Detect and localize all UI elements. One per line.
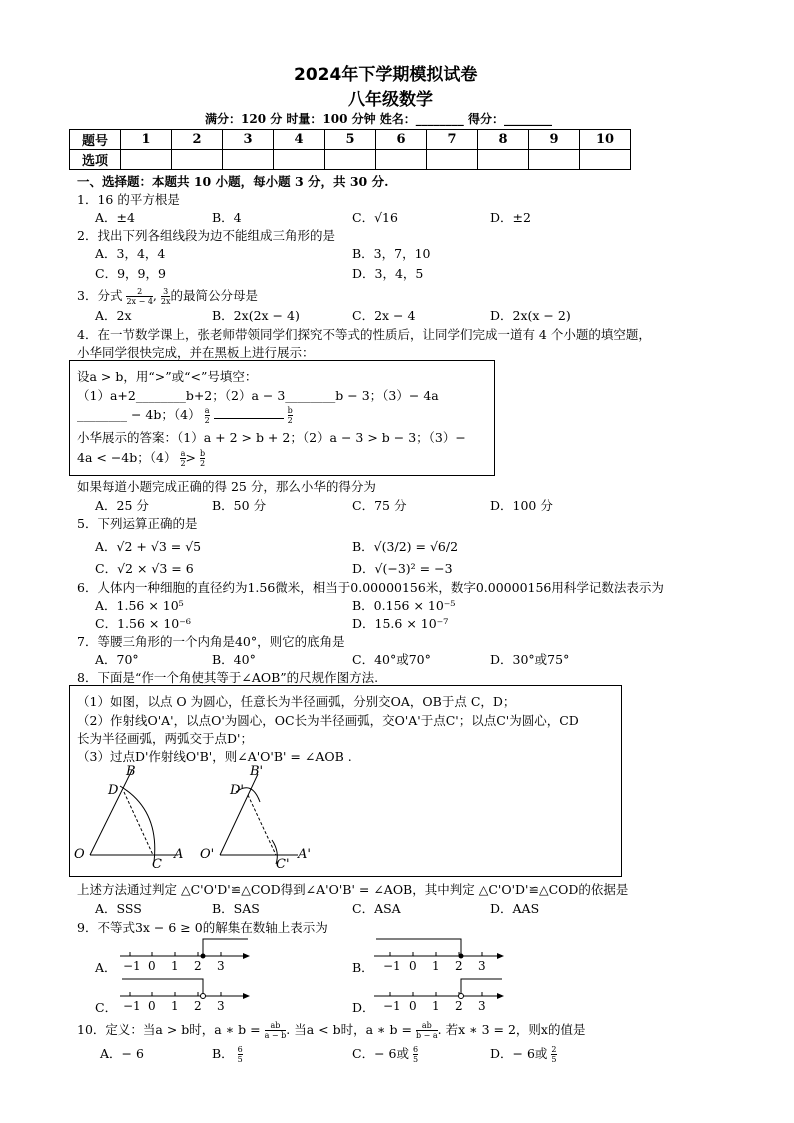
answer-cell[interactable] <box>580 150 631 170</box>
q3-frac1-num: 2 <box>126 287 152 297</box>
tick-label: 3 <box>217 999 225 1013</box>
q4-ans-frac-b-den: 2 <box>200 459 206 468</box>
q10-b-num: 6 <box>237 1045 243 1054</box>
q1-option-c: C．√16 <box>352 210 398 225</box>
table-cell: 10 <box>580 130 631 150</box>
q10-option-b <box>212 1044 243 1064</box>
q7-stem: 7．等腰三角形的一个内角是40°，则它的底角是 <box>77 634 345 649</box>
answer-cell[interactable] <box>529 150 580 170</box>
q8-line1: （1）如图，以点 O 为圆心，任意长为半径画弧，分别交OA，OB于点 C，D； <box>77 694 516 709</box>
label-c-prime: C' <box>276 857 290 870</box>
q4-frac-a-num: a <box>204 406 210 415</box>
q4-stem-line2: 小华同学很快完成，并在黑板上进行展示： <box>77 345 315 360</box>
answer-table <box>69 129 631 170</box>
label-c: C <box>152 857 162 870</box>
label-o-prime: O' <box>200 847 215 862</box>
q9-option-c: C． <box>95 1000 118 1015</box>
table-cell: 2 <box>172 130 223 150</box>
tick-label: −1 <box>383 999 401 1013</box>
label-d-prime: D' <box>230 783 244 798</box>
q9-option-d: D． <box>352 1000 375 1015</box>
q10-frac1-num: ab <box>265 1021 287 1031</box>
q10-option-d <box>490 1044 557 1064</box>
q5-stem: 5．下列运算正确的是 <box>77 516 198 531</box>
table-cell: 1 <box>121 130 172 150</box>
q6-stem: 6．人体内一种细胞的直径约为1.56微米，相当于0.00000156米，数字0.00000156用科学记数法表示为 <box>77 580 664 595</box>
q10-option-c <box>352 1044 418 1064</box>
q4-box-line1: 设a > b，用“>”或“<”号填空： <box>77 369 258 384</box>
label-d: D <box>108 783 119 798</box>
table-header-number: 题号 <box>70 130 121 150</box>
q2-option-a: A．3，4，4 <box>95 246 166 261</box>
exam-subject: 八年级数学 <box>348 90 433 110</box>
q9-stem: 9．不等式3x − 6 ≥ 0的解集在数轴上表示为 <box>77 920 328 935</box>
q10-option-b-label: B． <box>212 1046 234 1061</box>
table-cell: 5 <box>325 130 376 150</box>
q8-option-c: C．ASA <box>352 901 401 916</box>
answer-cell[interactable] <box>325 150 376 170</box>
tick-label: 3 <box>217 959 225 973</box>
table-cell: 3 <box>223 130 274 150</box>
segment-c1d1 <box>248 795 276 855</box>
table-cell: 4 <box>274 130 325 150</box>
q10-option-d-label: D．− 6或 <box>490 1046 548 1061</box>
tick-label: −1 <box>123 999 141 1013</box>
q9-option-a: A． <box>95 960 117 975</box>
q8-option-d: D．AAS <box>490 901 540 916</box>
q4-option-a: A．25 分 <box>95 498 149 513</box>
q10-stem-mid: . 当a < b时，a ∗ b = <box>286 1022 412 1037</box>
q1-stem: 1．16 的平方根是 <box>77 192 180 207</box>
q8-option-a: A．SSS <box>95 901 142 916</box>
answer-cell[interactable] <box>223 150 274 170</box>
q2-option-b: B．3，7，10 <box>352 246 431 261</box>
tick-label: 0 <box>409 959 417 973</box>
arc-cd <box>120 786 155 862</box>
q10-frac2-num: ab <box>416 1021 438 1031</box>
q5-option-b: B．√(3/2) = √6/2 <box>352 539 459 554</box>
q3-frac2-den: 2x <box>160 297 171 306</box>
tick-label: 2 <box>455 999 463 1013</box>
q4-box-line3 <box>77 405 293 425</box>
q7-option-b: B．40° <box>212 652 256 667</box>
q2-option-d: D．3，4，5 <box>352 266 424 281</box>
exam-title: 2024年下学期模拟试卷 <box>294 65 478 85</box>
label-b: B <box>126 764 136 779</box>
q3-frac1-den: 2x − 4 <box>126 297 153 306</box>
q8-line3: 长为半径画弧，两弧交于点D'； <box>77 731 253 746</box>
q4-box-line2: （1）a+2________b+2；（2）a − 3________b − 3；（3）− 4a <box>77 388 439 403</box>
q8-stem: 8．下面是“作一个角使其等于∠AOB”的尺规作图方法. <box>77 670 379 685</box>
table-cell: 7 <box>427 130 478 150</box>
q10-d-num: 2 <box>551 1045 557 1054</box>
q9-numberline-a <box>118 936 253 976</box>
tick-label: 0 <box>409 999 417 1013</box>
q9-numberline-c <box>118 976 253 1016</box>
q2-option-c: C．9，9，9 <box>95 266 166 281</box>
table-cell: 8 <box>478 130 529 150</box>
q4-option-d: D．100 分 <box>490 498 553 513</box>
q9-option-b: B． <box>352 960 374 975</box>
q4-option-b: B．50 分 <box>212 498 267 513</box>
answer-cell[interactable] <box>427 150 478 170</box>
q6-option-a: A．1.56 × 10⁵ <box>95 598 184 613</box>
q2-stem: 2．找出下列各组线段为边不能组成三角形的是 <box>77 228 335 243</box>
q1-option-b: B．4 <box>212 210 242 225</box>
q3-option-b: B．2x(2x − 4) <box>212 308 300 323</box>
tick-label: 1 <box>432 959 440 973</box>
q9-numberline-d <box>372 976 507 1016</box>
q3-option-c: C．2x − 4 <box>352 308 416 323</box>
q3-stem-start: 3．分式 <box>77 288 123 303</box>
tick-label: 1 <box>171 959 179 973</box>
tick-label: 3 <box>478 959 486 973</box>
q4-ans-frac-a-den: 2 <box>180 459 186 468</box>
table-cell: 9 <box>529 130 580 150</box>
q4-option-c: C．75 分 <box>352 498 407 513</box>
label-b-prime: B' <box>250 764 264 779</box>
q4-box-line5 <box>77 448 205 468</box>
answer-cell[interactable] <box>274 150 325 170</box>
tick-label: −1 <box>123 959 141 973</box>
tick-label: 0 <box>148 959 156 973</box>
q8-option-b: B．SAS <box>212 901 260 916</box>
q3-stem-end: 的最简公分母是 <box>170 288 258 303</box>
answer-cell[interactable] <box>172 150 223 170</box>
q10-stem-end: . 若x ∗ 3 = 2，则x的值是 <box>437 1022 586 1037</box>
tick-label: 2 <box>194 999 202 1013</box>
q10-stem-start: 10．定义：当a > b时，a ∗ b = <box>77 1022 261 1037</box>
tick-label: 3 <box>478 999 486 1013</box>
q4-stem-line1: 4．在一节数学课上，张老师带领同学们探究不等式的性质后，让同学们完成一道有 4 个小题的填空题， <box>77 327 651 342</box>
q10-option-c-label: C．− 6或 <box>352 1046 409 1061</box>
answer-cell[interactable] <box>376 150 427 170</box>
q4-ans-gt: > <box>185 450 197 465</box>
table-cell: 6 <box>376 130 427 150</box>
q3-frac2-num: 3 <box>161 287 171 297</box>
section-heading: 一、选择题：本题共 10 小题，每小题 3 分，共 30 分. <box>77 174 389 189</box>
q10-c-num: 6 <box>412 1045 419 1054</box>
tick-label: 2 <box>194 959 202 973</box>
q9-numberline-b <box>372 936 507 976</box>
q10-frac2-den: b − a <box>415 1031 438 1040</box>
q8-line2: （2）作射线O'A'，以点O'为圆心，OC长为半径画弧，交O'A'于点C'；以点C'为圆心，CD <box>77 713 579 728</box>
q4-after: 如果每道小题完成正确的得 25 分，那么小华的得分为 <box>77 479 376 494</box>
q7-option-c: C．40°或70° <box>352 652 431 667</box>
q10-d-den: 5 <box>551 1055 557 1064</box>
q3-option-d: D．2x(x − 2) <box>490 308 571 323</box>
q4-box-line5-text: 4a < −4b；（4） <box>77 450 177 465</box>
q6-option-c: C．1.56 × 10⁻⁶ <box>95 616 191 631</box>
q10-b-den: 5 <box>237 1055 243 1064</box>
q3-option-a: A．2x <box>95 308 132 323</box>
q4-frac-b-num: b <box>287 406 293 415</box>
answer-cell[interactable] <box>121 150 172 170</box>
q5-option-a: A．√2 + √3 = √5 <box>95 539 202 554</box>
tick-label: −1 <box>383 959 401 973</box>
tick-label: 1 <box>432 999 440 1013</box>
q8-figure <box>70 760 400 870</box>
tick-label: 2 <box>455 959 463 973</box>
q10-c-den: 5 <box>412 1055 419 1064</box>
tick-label: 0 <box>148 999 156 1013</box>
q4-frac-a-den: 2 <box>204 416 210 425</box>
q4-ans-frac-a-num: a <box>180 449 186 458</box>
q8-after: 上述方法通过判定 △C'O'D'≌△COD得到∠A'O'B' = ∠AOB，其中判定 △C'O'D'≌△COD的依据是 <box>77 882 629 897</box>
q4-box-line4: 小华展示的答案：（1）a + 2 > b + 2；（2）a − 3 > b − 3；（3）− <box>77 430 466 445</box>
q10-frac1-den: a − b <box>264 1031 287 1040</box>
q7-option-a: A．70° <box>95 652 139 667</box>
q10-option-a: A．− 6 <box>100 1046 144 1061</box>
exam-info: 满分：120 分 时量：100 分钟 姓名：________ 得分：________ <box>205 112 552 126</box>
q4-ans-frac-b-num: b <box>200 449 206 458</box>
q1-option-d: D．±2 <box>490 210 531 225</box>
q5-option-d: D．√(−3)² = −3 <box>352 561 453 576</box>
q3-stem: 3．分式 $\frac{2}{2x - 4}$ , $\frac{3}{2x}$ 的最简公分母是 <box>77 287 258 306</box>
q5-option-c: C．√2 × √3 = 6 <box>95 561 194 576</box>
q6-option-b: B．0.156 × 10⁻⁵ <box>352 598 456 613</box>
label-o: O <box>74 847 85 862</box>
q4-box-line3-text: ________ − 4b；（4） <box>77 407 201 422</box>
q4-frac-b-den: 2 <box>287 416 293 425</box>
q7-option-d: D．30°或75° <box>490 652 570 667</box>
q6-option-d: D．15.6 × 10⁻⁷ <box>352 616 449 631</box>
label-a-prime: A' <box>298 847 311 862</box>
label-a: A <box>174 847 184 862</box>
answer-cell[interactable] <box>478 150 529 170</box>
q10-stem <box>77 1020 585 1040</box>
q4-blank <box>214 418 284 419</box>
q8-figure-left <box>90 770 178 862</box>
q1-option-a: A．±4 <box>95 210 135 225</box>
q8-line4: （3）过点D'作射线O'B'，则∠A'O'B' = ∠AOB . <box>77 749 352 764</box>
tick-label: 1 <box>171 999 179 1013</box>
table-header-answer: 选项 <box>70 150 121 170</box>
